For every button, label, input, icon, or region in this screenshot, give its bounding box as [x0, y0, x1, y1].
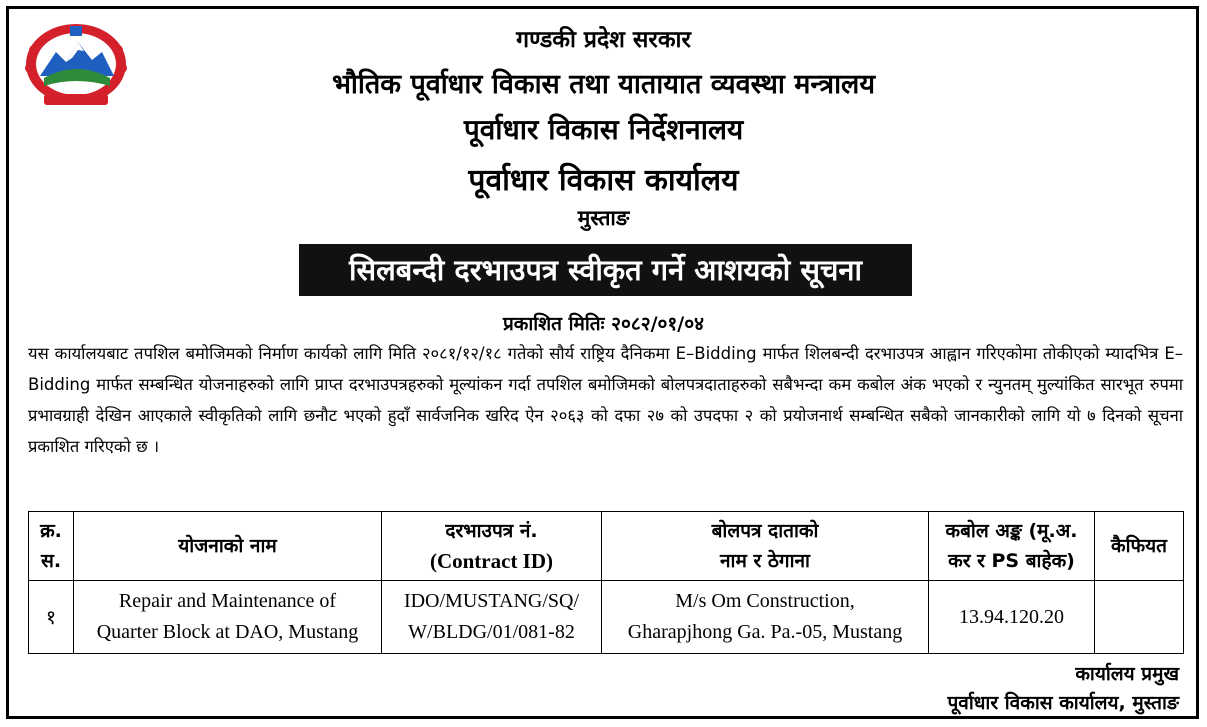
cell-project-line1: Repair and Maintenance of: [118, 590, 337, 612]
header-amount: [929, 512, 1095, 581]
cell-amount: 13.94.120.20: [929, 581, 1095, 654]
published-date: प्रकाशित मितिः २०८२/०१/०४: [502, 313, 705, 335]
cell-sn: १: [29, 581, 74, 654]
header-bidder-line1: बोलपत्र दाताको: [711, 520, 819, 542]
cell-project-line2: Quarter Block at DAO, Mustang: [96, 621, 359, 643]
government-name: गण्डकी प्रदेश सरकार: [516, 27, 691, 53]
cell-bidder: [602, 581, 929, 654]
ministry-name: भौतिक पूर्वाधार विकास तथा यातायात व्यवस्था मन्त्रालय: [331, 69, 876, 100]
table-header-row: [29, 512, 1184, 581]
header-contract-line1: दरभाउपत्र नं.: [445, 520, 538, 542]
office-name: पूर्वाधार विकास कार्यालय: [468, 163, 739, 198]
signature-office: पूर्वाधार विकास कार्यालय, मुस्ताङ: [947, 692, 1179, 714]
cell-remarks: [1095, 581, 1184, 654]
notice-title: सिलबन्दी दरभाउपत्र स्वीकृत गर्ने आशयको सूचना: [299, 244, 912, 296]
cell-project: [74, 581, 382, 654]
header-bidder: [602, 512, 929, 581]
district-name: मुस्ताङ: [577, 206, 630, 230]
header-sn-line1: क्र.: [40, 520, 62, 542]
header-amount-line2: कर र PS बाहेक): [948, 550, 1075, 572]
header-project: योजनाको नाम: [74, 512, 382, 581]
header-sn: [29, 512, 74, 581]
header-contract: [382, 512, 602, 581]
header-amount-line1: कबोल अङ्क (मू.अ.: [945, 520, 1078, 542]
header-bidder-line2: नाम र ठेगाना: [720, 550, 810, 572]
cell-contract: [382, 581, 602, 654]
notice-body: यस कार्यालयबाट तपशिल बमोजिमको निर्माण कार्यको लागि मिति २०८१/१२/१८ गतेको सौर्य राष्ट्रिय दैनिकमा E–Bidding मार्फत शिलबन्दी दरभाउपत्र आह्वान गरिएकोमा तोकीएको म्यादभित्र E–Bidding मार्फत सम्बन्धित योजनाहरुको लागि प्राप्त दरभाउपत्रहरुको मूल्यांकन गर्दा तपशिल बमोजिमको बोलपत्रदाताहरुको सबैभन्दा कम कबोल अंक भएको र न्युनतम् मुल्यांकित सारभूत रुपमा प्रभावग्राही देखिन आएकाले स्वीकृतिको लागि छनौट भएको हुदाँ सार्वजनिक खरिद ऐन २०६३ को दफा २७ को उपदफा २ को प्रयोजनार्थ सम्बन्धित सबैको जानकारीको लागि यो ७ दिनको सूचना प्रकाशित गरिएको छ ।: [28, 344, 1183, 456]
cell-bidder-line1: M/s Om Construction,: [675, 590, 855, 612]
cell-bidder-line2: Gharapjhong Ga. Pa.-05, Mustang: [627, 621, 903, 643]
directorate-name: पूर्वाधार विकास निर्देशनालय: [463, 113, 744, 146]
bid-table: [28, 511, 1184, 654]
signature-title: कार्यालय प्रमुख: [1075, 663, 1179, 685]
cell-contract-line2: W/BLDG/01/081-82: [408, 621, 575, 643]
table-row: [29, 581, 1184, 654]
header-remarks: कैफियत: [1095, 512, 1184, 581]
cell-contract-line1: IDO/MUSTANG/SQ/: [403, 590, 580, 612]
header-contract-line2: (Contract ID): [429, 549, 554, 573]
header-sn-line2: स.: [40, 550, 62, 572]
